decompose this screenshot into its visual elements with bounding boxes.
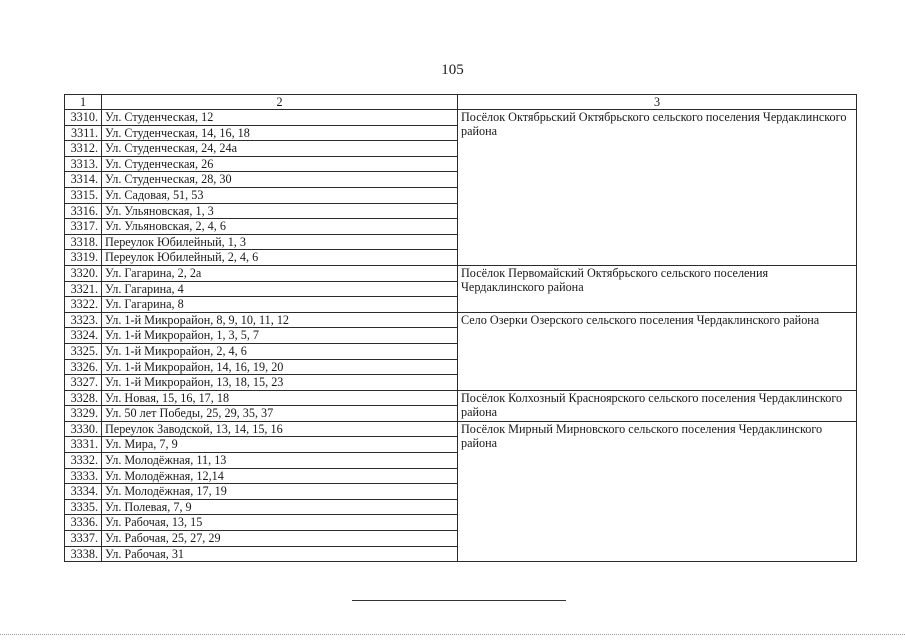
row-address: Ул. Садовая, 51, 53: [102, 187, 458, 203]
row-address: Переулок Юбилейный, 2, 4, 6: [102, 250, 458, 266]
row-number: 3327.: [65, 375, 102, 391]
row-address: Ул. Гагарина, 8: [102, 297, 458, 313]
row-number: 3320.: [65, 265, 102, 281]
column-header-2: 2: [102, 95, 458, 110]
table-header-row: [65, 95, 857, 110]
row-address: Ул. Студенческая, 12: [102, 110, 458, 126]
table-body: [65, 110, 857, 562]
row-number: 3336.: [65, 515, 102, 531]
row-address: Ул. Ульяновская, 2, 4, 6: [102, 219, 458, 235]
row-number: 3314.: [65, 172, 102, 188]
column-header-1: 1: [65, 95, 102, 110]
table-row: [65, 312, 857, 328]
row-number: 3315.: [65, 187, 102, 203]
row-address: Ул. Гагарина, 2, 2а: [102, 265, 458, 281]
table-row: [65, 390, 857, 406]
row-number: 3326.: [65, 359, 102, 375]
row-address: Ул. Ульяновская, 1, 3: [102, 203, 458, 219]
row-address: Ул. 50 лет Победы, 25, 29, 35, 37: [102, 406, 458, 422]
row-number: 3313.: [65, 156, 102, 172]
row-address: Ул. 1-й Микрорайон, 8, 9, 10, 11, 12: [102, 312, 458, 328]
row-address: Ул. Студенческая, 28, 30: [102, 172, 458, 188]
row-number: 3335.: [65, 499, 102, 515]
address-table: [64, 94, 857, 562]
row-address: Ул. 1-й Микрорайон, 1, 3, 5, 7: [102, 328, 458, 344]
row-settlement: Посёлок Мирный Мирновского сельского поселения Чердаклинского района: [458, 421, 857, 561]
row-address: Ул. Гагарина, 4: [102, 281, 458, 297]
row-number: 3321.: [65, 281, 102, 297]
row-address: Ул. Новая, 15, 16, 17, 18: [102, 390, 458, 406]
row-number: 3311.: [65, 125, 102, 141]
row-number: 3329.: [65, 406, 102, 422]
row-number: 3328.: [65, 390, 102, 406]
row-number: 3319.: [65, 250, 102, 266]
row-settlement: Село Озерки Озерского сельского поселения Чердаклинского района: [458, 312, 857, 390]
row-number: 3316.: [65, 203, 102, 219]
footer-rule: [352, 600, 566, 601]
row-number: 3331.: [65, 437, 102, 453]
row-address: Ул. Полевая, 7, 9: [102, 499, 458, 515]
row-number: 3337.: [65, 531, 102, 547]
row-address: Ул. Рабочая, 13, 15: [102, 515, 458, 531]
row-number: 3323.: [65, 312, 102, 328]
row-number: 3330.: [65, 421, 102, 437]
row-number: 3317.: [65, 219, 102, 235]
row-address: Ул. Студенческая, 14, 16, 18: [102, 125, 458, 141]
row-number: 3333.: [65, 468, 102, 484]
row-address: Ул. Студенческая, 26: [102, 156, 458, 172]
table-row: [65, 421, 857, 437]
row-number: 3312.: [65, 141, 102, 157]
row-number: 3310.: [65, 110, 102, 126]
scan-edge-line: [0, 634, 905, 636]
row-address: Ул. 1-й Микрорайон, 13, 18, 15, 23: [102, 375, 458, 391]
row-address: Ул. Молодёжная, 11, 13: [102, 453, 458, 469]
row-settlement: Посёлок Первомайский Октябрьского сельского поселения Чердаклинского района: [458, 265, 857, 312]
row-settlement: Посёлок Октябрьский Октябрьского сельского поселения Чердаклинского района: [458, 110, 857, 266]
table-row: [65, 265, 857, 281]
row-address: Ул. Молодёжная, 17, 19: [102, 484, 458, 500]
row-address: Переулок Заводской, 13, 14, 15, 16: [102, 421, 458, 437]
row-address: Ул. 1-й Микрорайон, 14, 16, 19, 20: [102, 359, 458, 375]
row-number: 3334.: [65, 484, 102, 500]
row-address: Переулок Юбилейный, 1, 3: [102, 234, 458, 250]
row-number: 3318.: [65, 234, 102, 250]
table-row: [65, 110, 857, 126]
row-address: Ул. 1-й Микрорайон, 2, 4, 6: [102, 343, 458, 359]
row-address: Ул. Молодёжная, 12,14: [102, 468, 458, 484]
row-number: 3332.: [65, 453, 102, 469]
row-address: Ул. Рабочая, 25, 27, 29: [102, 531, 458, 547]
row-address: Ул. Рабочая, 31: [102, 546, 458, 562]
page-number: 105: [441, 62, 464, 78]
column-header-3: 3: [458, 95, 857, 110]
row-number: 3322.: [65, 297, 102, 313]
row-number: 3324.: [65, 328, 102, 344]
row-address: Ул. Мира, 7, 9: [102, 437, 458, 453]
row-number: 3325.: [65, 343, 102, 359]
row-number: 3338.: [65, 546, 102, 562]
row-settlement: Посёлок Колхозный Красноярского сельского поселения Чердаклинского района: [458, 390, 857, 421]
row-address: Ул. Студенческая, 24, 24а: [102, 141, 458, 157]
